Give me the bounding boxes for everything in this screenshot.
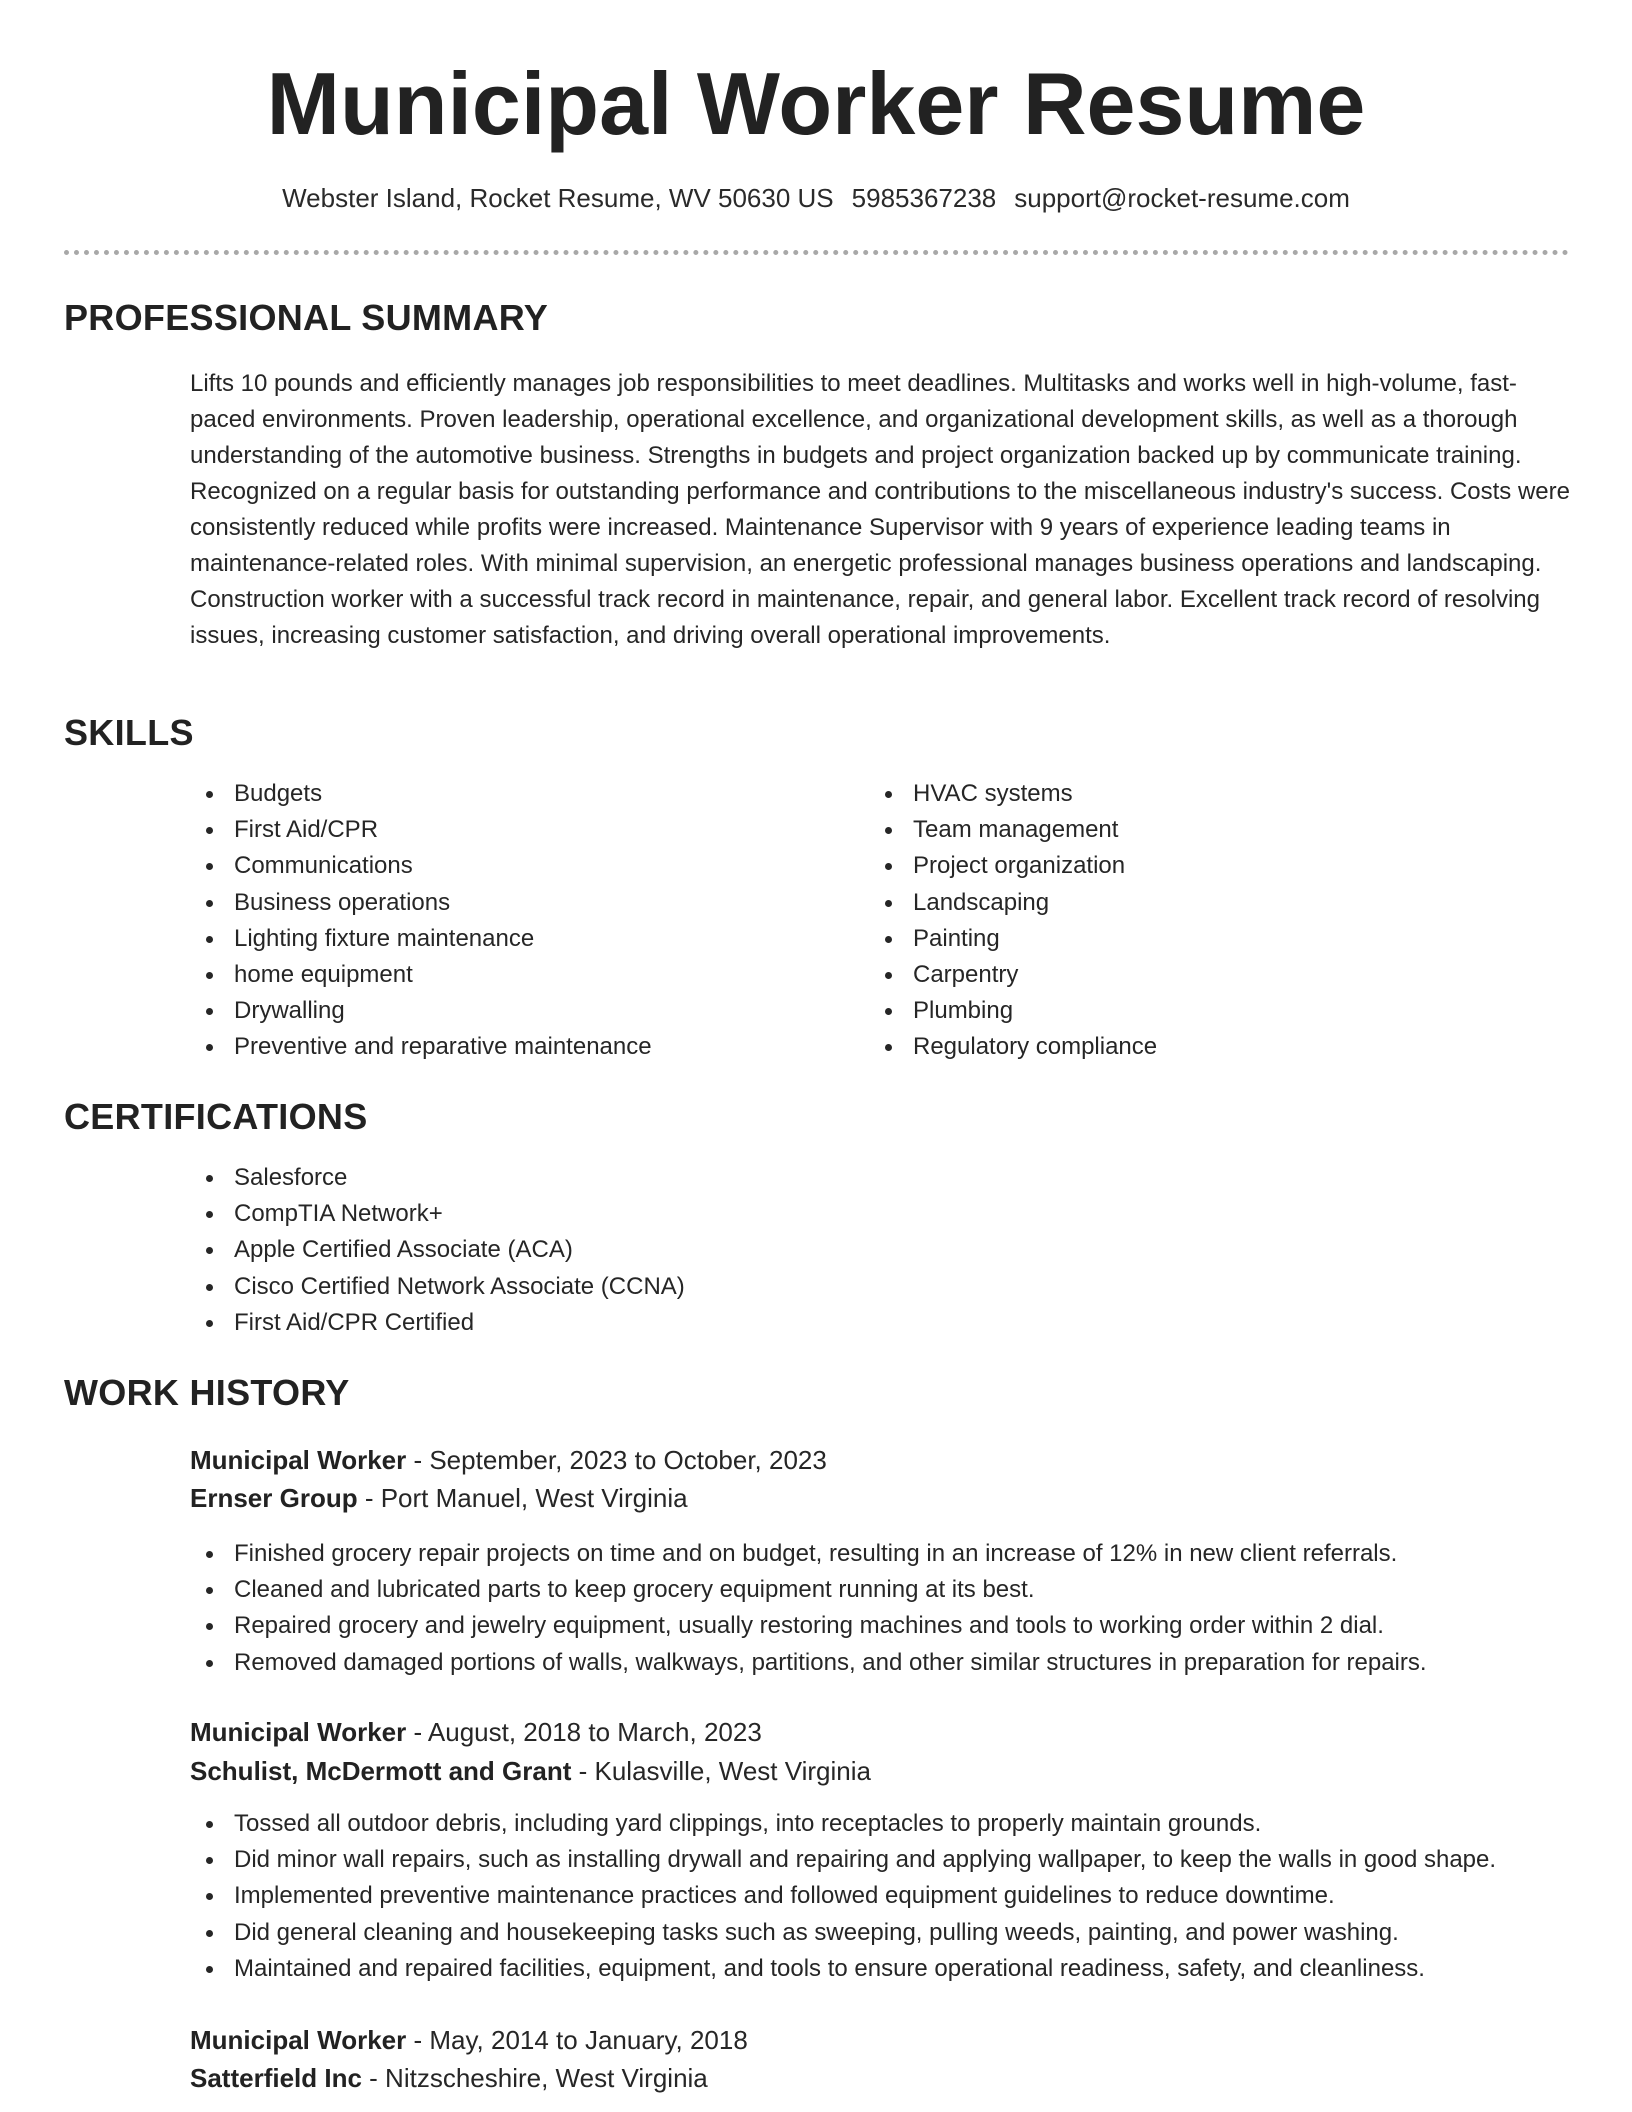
contact-email[interactable]: support@rocket-resume.com — [1014, 183, 1350, 213]
certifications-heading: CERTIFICATIONS — [64, 1096, 368, 1137]
job-bullets — [190, 1536, 1427, 1681]
contact-line — [0, 180, 1632, 216]
skill-item: Landscaping — [869, 885, 1157, 921]
job-bullet: Repaired grocery and jewelry equipment, usually restoring machines and tools to working order within 2 dial. — [190, 1608, 1427, 1644]
work-history-heading: WORK HISTORY — [64, 1372, 350, 1413]
job-bullet: Implemented preventive maintenance practices and followed equipment guidelines to reduce downtime. — [190, 1878, 1496, 1914]
summary-text: Lifts 10 pounds and efficiently manages job responsibilities to meet deadlines. Multitasks and works well in high-volume, fast-paced environments. Proven leadership, operational excellence, and organizational development skills, as well as a thorough understanding of the automotive business. Strengths in budgets and project organization backed up by communicate training. Recognized on a regular basis for outstanding performance and contributions to the miscellaneous industry's success. Costs were consistently reduced while profits were increased. Maintenance Supervisor with 9 years of experience leading teams in maintenance-related roles. With minimal supervision, an energetic professional manages business operations and landscaping. Construction worker with a successful track record in maintenance, repair, and general labor. Excellent track record of resolving issues, increasing customer satisfaction, and driving overall operational improvements. — [190, 370, 1570, 649]
job-bullet: Did general cleaning and housekeeping tasks such as sweeping, pulling weeds, painting, and power washing. — [190, 1915, 1496, 1951]
skill-item: Budgets — [190, 776, 652, 812]
job-bullet: Maintained and repaired facilities, equipment, and tools to ensure operational readiness, safety, and cleanliness. — [190, 1951, 1496, 1987]
certification-item: CompTIA Network+ — [190, 1196, 685, 1232]
job-company-line — [190, 1752, 871, 1790]
summary-heading: PROFESSIONAL SUMMARY — [64, 297, 549, 338]
job-company: Schulist, McDermott and Grant — [190, 1756, 572, 1786]
skill-item: Carpentry — [869, 957, 1157, 993]
job-separator: - — [406, 2025, 430, 2055]
job-bullets — [190, 1806, 1496, 1987]
skills-list-left — [190, 776, 652, 1066]
skill-item: Communications — [190, 848, 652, 884]
job-separator: - — [357, 1483, 381, 1513]
skills-list-right — [869, 776, 1157, 1066]
contact-address: Webster Island, Rocket Resume, WV 50630 US — [282, 183, 834, 213]
job-title: Municipal Worker — [190, 1717, 407, 1747]
job-separator: - — [406, 1717, 428, 1747]
certifications-list — [190, 1160, 685, 1341]
job-title: Municipal Worker — [190, 2025, 407, 2055]
job-dates: September, 2023 to October, 2023 — [429, 1445, 827, 1475]
header-divider — [64, 250, 1569, 255]
job-dates: May, 2014 to January, 2018 — [429, 2025, 748, 2055]
job-company-line — [190, 2059, 708, 2097]
skill-item: Project organization — [869, 848, 1157, 884]
job-location: Nitzscheshire, West Virginia — [385, 2063, 708, 2093]
job-bullet: Tossed all outdoor debris, including yard clippings, into receptacles to properly maintain grounds. — [190, 1806, 1496, 1842]
job-separator: - — [571, 1756, 595, 1786]
skill-item: Preventive and reparative maintenance — [190, 1029, 652, 1065]
contact-phone: 5985367238 — [851, 183, 997, 213]
skill-item: Team management — [869, 812, 1157, 848]
job-title-line — [190, 2021, 748, 2059]
skill-item: Lighting fixture maintenance — [190, 921, 652, 957]
skill-item: Business operations — [190, 885, 652, 921]
certification-item: Cisco Certified Network Associate (CCNA) — [190, 1269, 685, 1305]
job-location: Port Manuel, West Virginia — [380, 1483, 688, 1513]
skill-item: Plumbing — [869, 993, 1157, 1029]
job-company: Ernser Group — [190, 1483, 358, 1513]
job-bullet: Removed damaged portions of walls, walkways, partitions, and other similar structures in preparation for repairs. — [190, 1645, 1427, 1681]
job-title: Municipal Worker — [190, 1445, 407, 1475]
certification-item: First Aid/CPR Certified — [190, 1305, 685, 1341]
skill-item: Drywalling — [190, 993, 652, 1029]
job-title-line — [190, 1713, 762, 1751]
job-dates: August, 2018 to March, 2023 — [427, 1717, 762, 1747]
job-company: Satterfield Inc — [190, 2063, 362, 2093]
job-bullet: Did minor wall repairs, such as installing drywall and repairing and applying wallpaper, to keep the walls in good shape. — [190, 1842, 1496, 1878]
skill-item: First Aid/CPR — [190, 812, 652, 848]
job-title-line — [190, 1441, 827, 1479]
skills-heading: SKILLS — [64, 712, 194, 753]
job-location: Kulasville, West Virginia — [594, 1756, 871, 1786]
job-company-line — [190, 1479, 688, 1517]
certification-item: Salesforce — [190, 1160, 685, 1196]
skill-item: Regulatory compliance — [869, 1029, 1157, 1065]
job-bullet: Cleaned and lubricated parts to keep grocery equipment running at its best. — [190, 1572, 1427, 1608]
job-separator: - — [406, 1445, 430, 1475]
skill-item: home equipment — [190, 957, 652, 993]
job-separator: - — [361, 2063, 386, 2093]
resume-title: Municipal Worker Resume — [266, 54, 1366, 153]
skill-item: Painting — [869, 921, 1157, 957]
skill-item: HVAC systems — [869, 776, 1157, 812]
job-bullet: Finished grocery repair projects on time and on budget, resulting in an increase of 12% in new client referrals. — [190, 1536, 1427, 1572]
certification-item: Apple Certified Associate (ACA) — [190, 1232, 685, 1268]
